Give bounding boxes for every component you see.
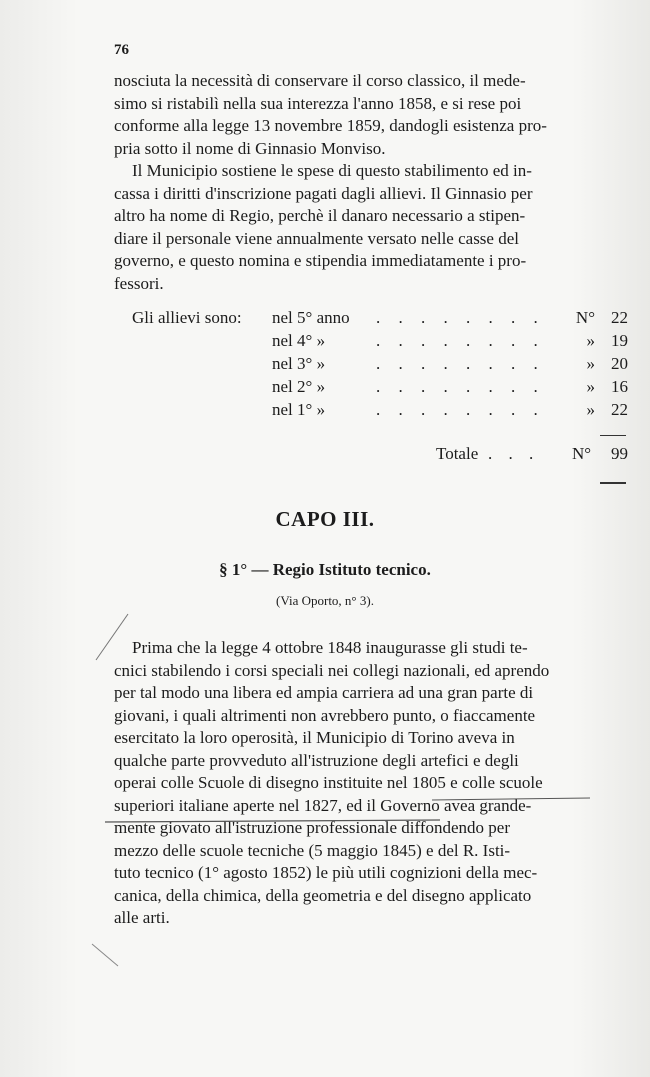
enrollment-row xyxy=(114,398,628,421)
paragraph-municipio-funding xyxy=(114,160,628,295)
student-count: 22 xyxy=(611,308,628,327)
number-mark: N° xyxy=(575,308,595,327)
class-label: nel 5° anno xyxy=(272,308,350,327)
leader-dots: . . . . . . . . xyxy=(376,331,545,350)
total-row xyxy=(114,442,628,465)
text-line: giovani, i quali altrimenti non avrebbero punto, o fiaccamente xyxy=(114,705,536,725)
text-line: esercitato la loro operosità, il Municipio di Torino aveva in xyxy=(114,728,515,747)
ditto-mark: » xyxy=(586,377,595,396)
text-line: conforme alla legge 13 novembre 1859, dandogli esistenza pro- xyxy=(114,116,547,135)
section-heading: § 1° — Regio Istituto tecnico. xyxy=(219,560,431,579)
text-line: governo, e questo nomina e stipendia immediatamente i pro- xyxy=(114,251,527,270)
sum-rule xyxy=(600,435,626,436)
class-label: nel 3° » xyxy=(272,354,326,373)
class-label: nel 4° » xyxy=(272,331,326,350)
text-line: alle arti. xyxy=(114,908,170,927)
leader-dots: . . . . . . . . xyxy=(376,377,545,396)
section-address: (Via Oporto, n° 3). xyxy=(276,593,374,608)
text-line: canica, della chimica, della geometria e del disegno applicato xyxy=(114,885,532,905)
enrollment-row xyxy=(114,375,628,398)
number-mark: N° xyxy=(572,444,592,463)
leader-dots: . . . . . . . . xyxy=(376,400,545,419)
total-rule xyxy=(600,482,626,484)
ditto-mark: » xyxy=(586,400,595,419)
text-line: cnici stabilendo i corsi speciali nei collegi nazionali, ed aprendo xyxy=(114,660,550,680)
text-line: Il Municipio sostiene le spese di questo stabilimento ed in- xyxy=(132,161,532,180)
text-line: altro ha nome di Regio, perchè il danaro necessario a stipen- xyxy=(114,206,526,225)
total-label: Totale xyxy=(436,444,479,463)
leader-dots: . . . xyxy=(488,444,540,463)
class-label: nel 1° » xyxy=(272,400,326,419)
enrollment-intro: Gli allievi sono: xyxy=(132,308,242,327)
ditto-mark: » xyxy=(586,354,595,373)
paragraph-ginnasio-history xyxy=(114,70,628,160)
text-line: mezzo delle scuole tecniche (5 maggio 1845) e del R. Isti- xyxy=(114,840,511,860)
text-line: operai colle Scuole di disegno instituite nel 1805 e colle scuole xyxy=(114,773,543,792)
enrollment-row xyxy=(114,329,628,352)
class-label: nel 2° » xyxy=(272,377,326,396)
enrollment-table xyxy=(114,306,628,421)
text-line: qualche parte provveduto all'istruzione degli artefici e degli xyxy=(114,750,519,770)
text-line: tuto tecnico (1° agosto 1852) le più utili cognizioni della mec- xyxy=(114,863,538,882)
text-line: diare il personale viene annualmente versato nelle casse del xyxy=(114,228,519,248)
text-line: superiori italiane aperte nel 1827, ed il Governo avea grande- xyxy=(114,795,532,815)
student-count: 19 xyxy=(611,331,628,350)
leader-dots: . . . . . . . . xyxy=(376,308,545,327)
paragraph-istituto-tecnico xyxy=(114,637,628,930)
ditto-mark: » xyxy=(586,331,595,350)
text-line: simo si ristabilì nella sua interezza l'anno 1858, e si rese poi xyxy=(114,93,522,113)
text-line: nosciuta la necessità di conservare il corso classico, il mede- xyxy=(114,71,526,90)
page-number: 76 xyxy=(114,42,129,58)
enrollment-row xyxy=(114,306,628,329)
enrollment-row xyxy=(114,352,628,375)
text-line: mente giovato all'istruzione professionale diffondendo per xyxy=(114,818,510,837)
total-count: 99 xyxy=(611,444,628,463)
leader-dots: . . . . . . . . xyxy=(376,354,545,373)
student-count: 22 xyxy=(611,400,628,419)
text-line: pria sotto il nome di Ginnasio Monviso. xyxy=(114,138,386,158)
student-count: 16 xyxy=(611,377,628,396)
pencil-stroke xyxy=(92,944,118,966)
text-line: fessori. xyxy=(114,273,164,293)
student-count: 20 xyxy=(611,354,628,373)
text-line: cassa i diritti d'inscrizione pagati dagli allievi. Il Ginnasio per xyxy=(114,183,533,203)
chapter-heading: CAPO III. xyxy=(275,507,375,531)
text-line: per tal modo una libera ed ampia carriera ad una gran parte di xyxy=(114,683,534,702)
text-line: Prima che la legge 4 ottobre 1848 inaugurasse gli studi te- xyxy=(132,638,528,657)
